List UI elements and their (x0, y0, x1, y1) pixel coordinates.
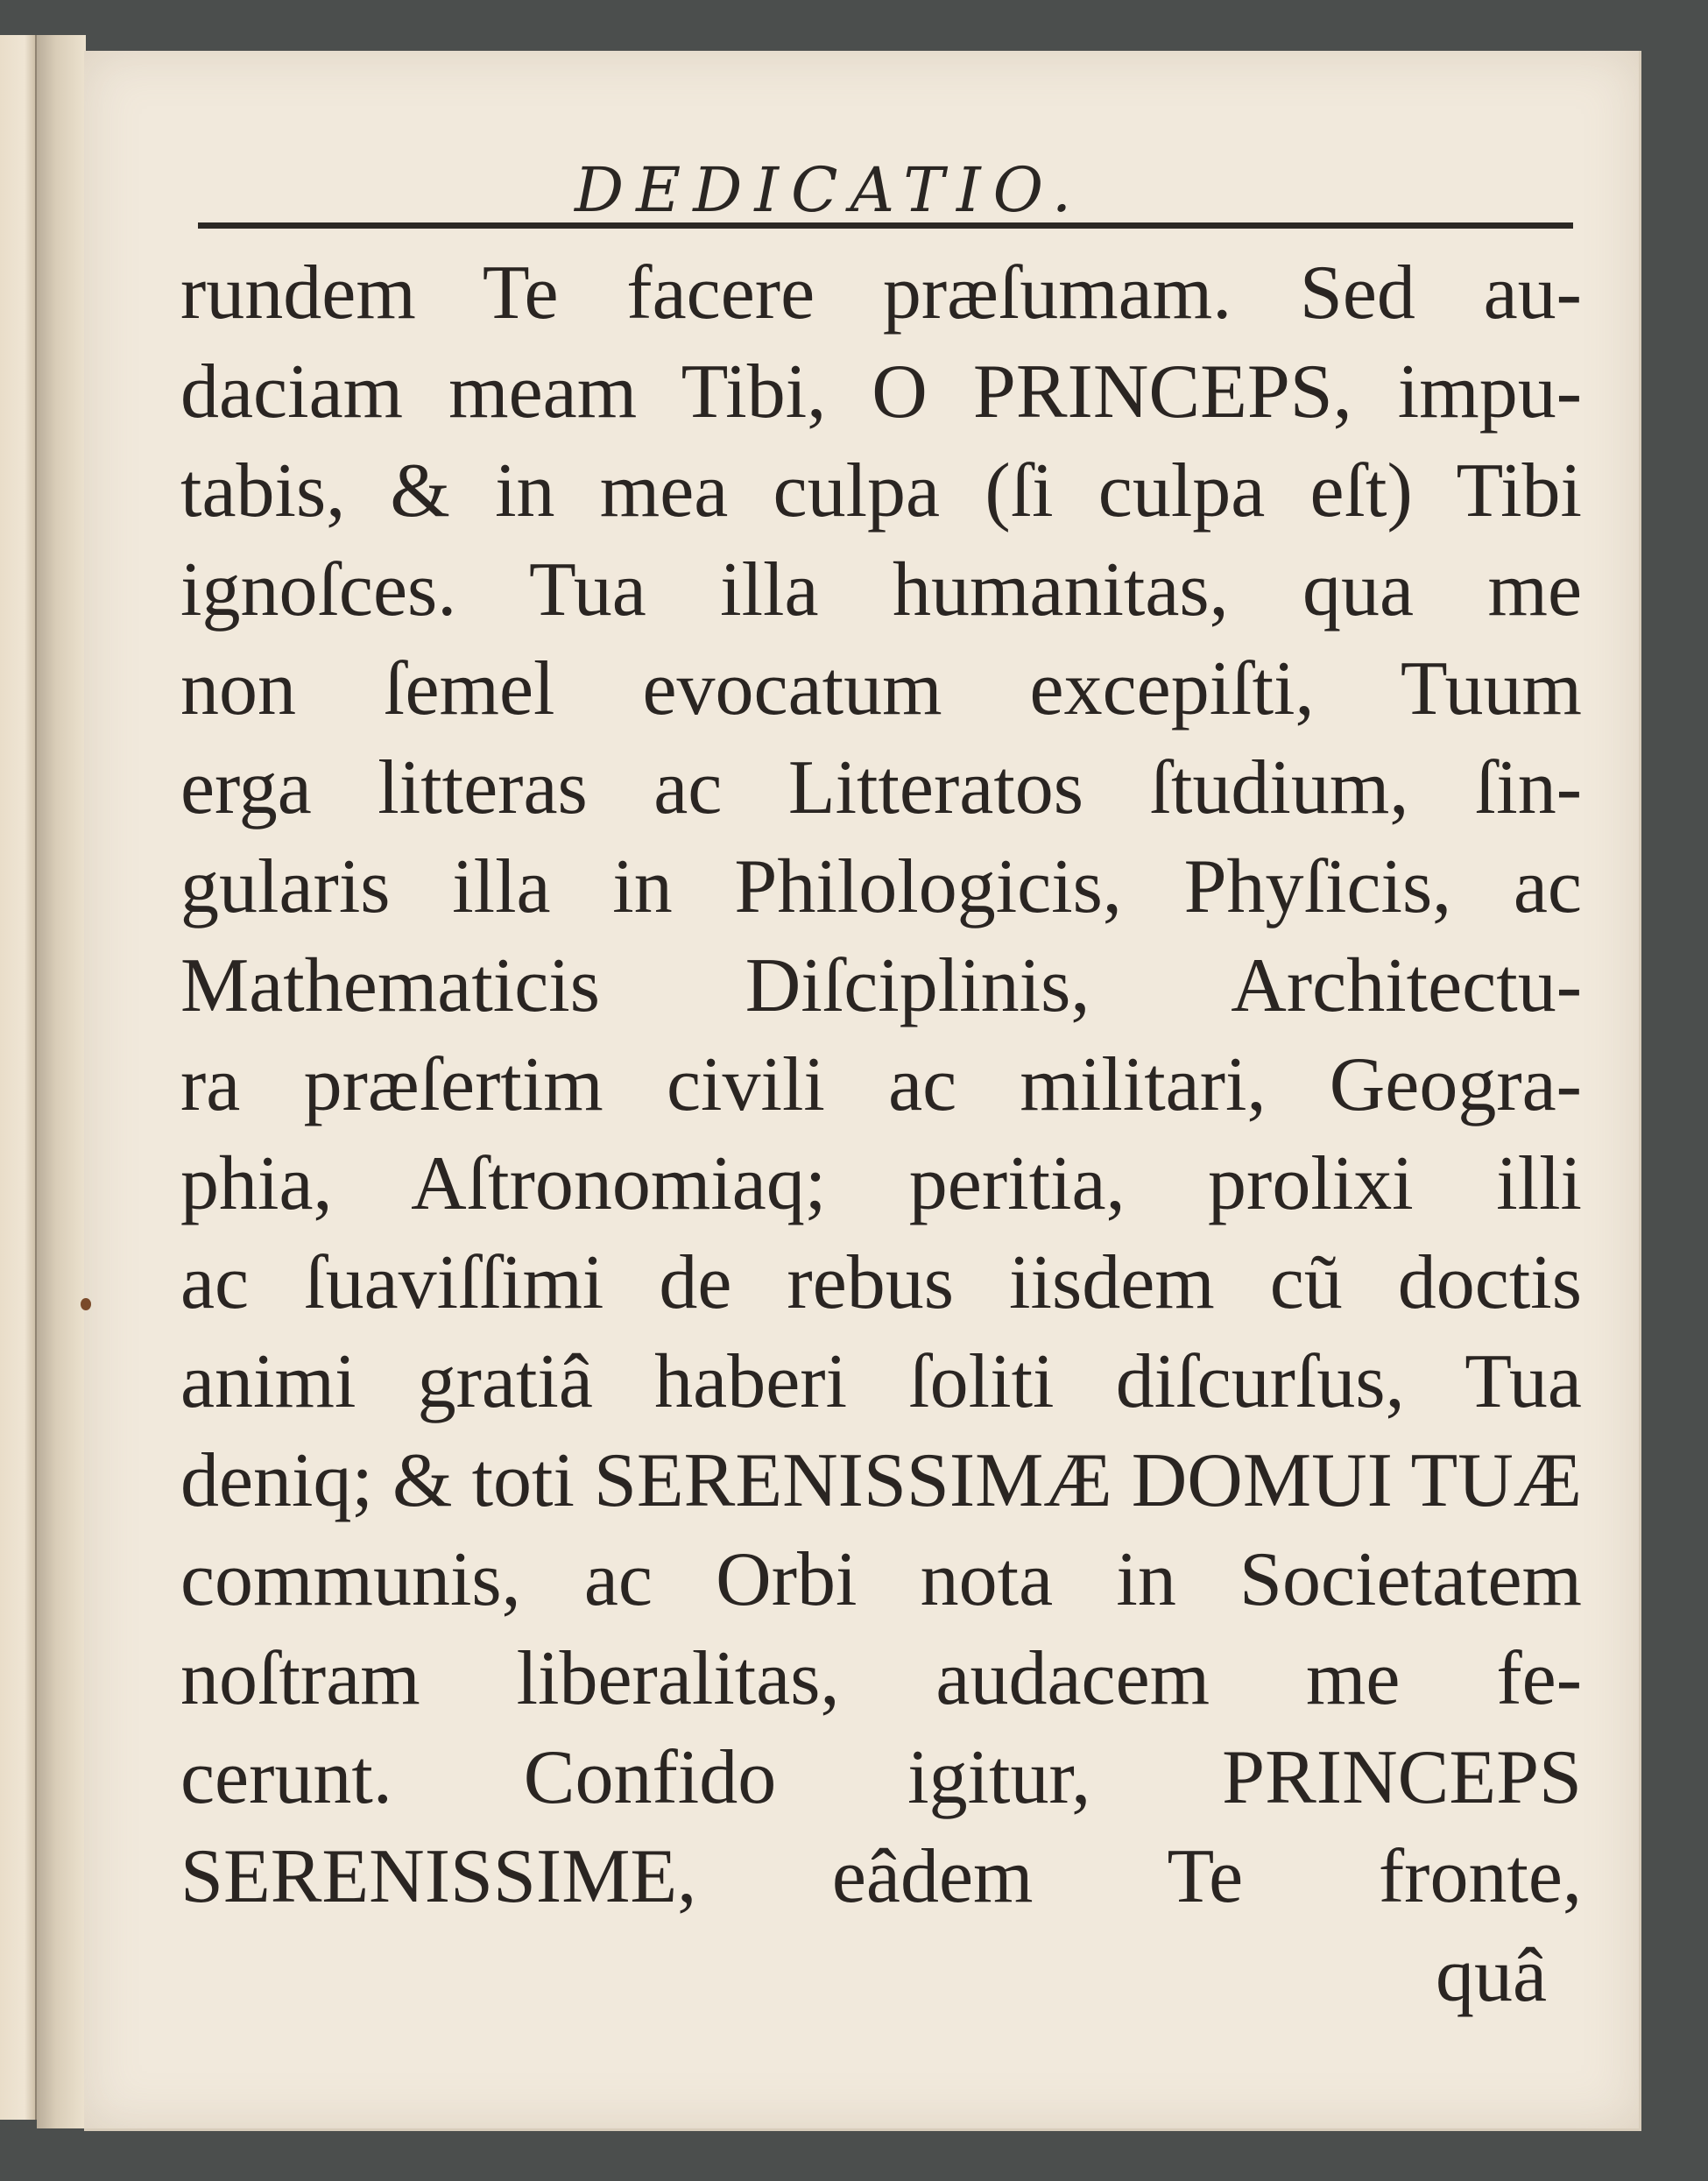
catchword: quâ (1435, 1933, 1547, 2018)
text-line: tabis, & in mea culpa (ſi culpa eſt) Tibi (180, 448, 1582, 533)
text-line: non ſemel evocatum excepiſti, Tuum (180, 646, 1582, 731)
text-line: phia, Aſtronomiaq; peritia, prolixi illi (180, 1141, 1582, 1226)
facing-page-edge (0, 35, 37, 2120)
running-head: DEDICATIO. (575, 154, 1084, 226)
text-line: cerunt. Confido igitur, PRINCEPS (180, 1735, 1582, 1820)
text-line: Mathematicis Diſciplinis, Architectu- (180, 943, 1582, 1028)
text-line: noſtram liberalitas, audacem me fe- (180, 1636, 1582, 1721)
book-gutter (37, 35, 86, 2128)
text-line: communis, ac Orbi nota in Societatem (180, 1537, 1582, 1622)
text-line: daciam meam Tibi, O PRINCEPS, impu- (180, 349, 1582, 434)
text-line: ac ſuaviſſimi de rebus iisdem cũ doctis (180, 1240, 1582, 1325)
text-line: ra præſertim civili ac militari, Geogra- (180, 1042, 1582, 1127)
text-line: ignoſces. Tua illa humanitas, qua me (180, 547, 1582, 632)
body-text (180, 244, 1582, 2025)
book-page (84, 51, 1641, 2131)
text-line: SERENISSIME, eâdem Te fronte, (180, 1834, 1582, 1919)
header-rule (198, 222, 1573, 229)
text-line: erga litteras ac Litteratos ſtudium, ſin- (180, 745, 1582, 830)
text-line: rundem Te facere præſumam. Sed au- (180, 251, 1582, 335)
ink-spot (81, 1298, 91, 1310)
text-line: animi gratiâ haberi ſoliti diſcurſus, Tua (180, 1339, 1582, 1424)
text-line: deniq; & toti SERENISSIMÆ DOMUI TUÆ (180, 1438, 1582, 1523)
text-line: gularis illa in Philologicis, Phyſicis, ac (180, 844, 1582, 929)
